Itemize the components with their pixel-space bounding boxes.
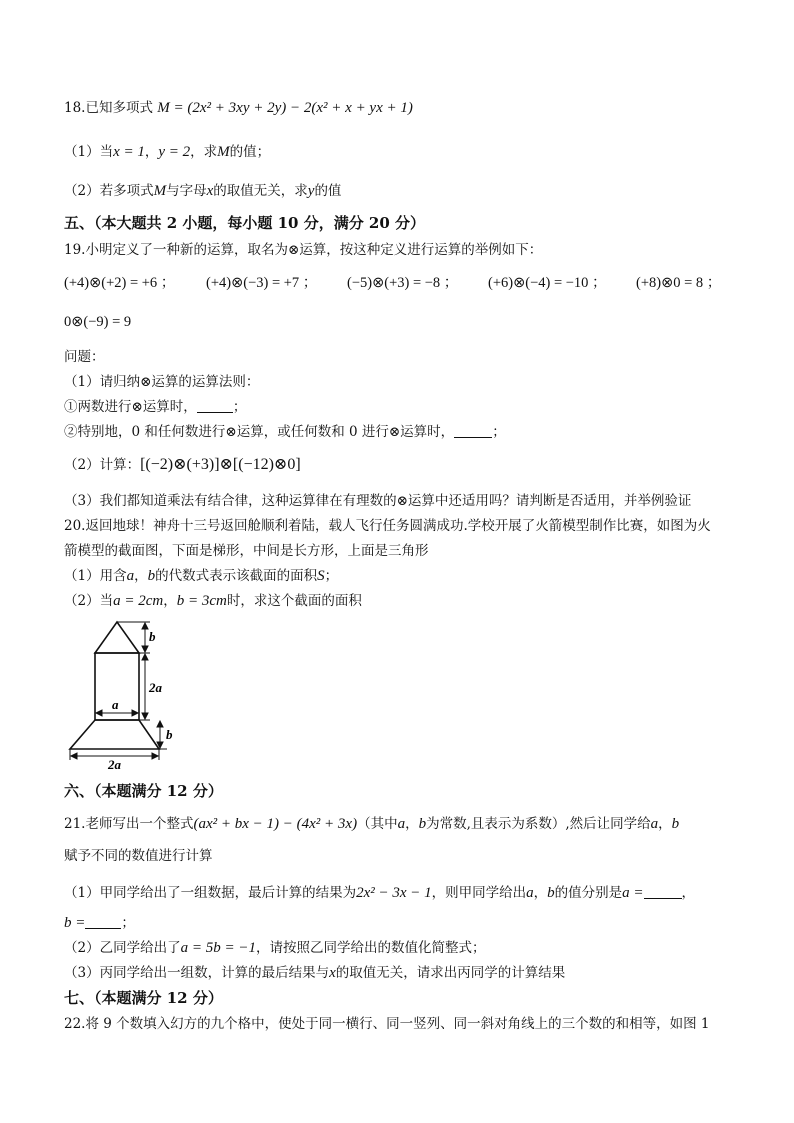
figure-label-a: a bbox=[112, 697, 119, 712]
trapezoid-shape bbox=[70, 720, 159, 749]
q19-example-3: (−5)⊗(+3) = −8 ； bbox=[347, 275, 459, 291]
q18-part1: （1）当x = 1，y = 2，求M的值； bbox=[64, 144, 271, 160]
figure-label-2a-middle: 2a bbox=[149, 680, 162, 695]
q19-example-5: (+8)⊗0 = 8 ； bbox=[636, 275, 722, 291]
answer-blank bbox=[197, 398, 233, 413]
section-5-title: 五、（本大题共 2 小题，每小题 10 分，满分 20 分） bbox=[64, 214, 426, 232]
figure-label-2a-bottom: 2a bbox=[108, 757, 121, 772]
q18-stem: 18.已知多项式 M = (2x² + 3xy + 2y) − 2(x² + x + yx + 1) bbox=[64, 100, 413, 116]
q19-example-1: (+4)⊗(+2) = +6 ； bbox=[64, 275, 176, 291]
section-6-title: 六、（本题满分 12 分） bbox=[64, 782, 223, 800]
figure-label-b-top: b bbox=[149, 629, 156, 644]
q21-expression: (ax² + bx − 1) − (4x² + 3x) bbox=[193, 816, 358, 832]
q20-stem-line2: 箭模型的截面图，下面是梯形，中间是长方形，上面是三角形 bbox=[64, 543, 429, 559]
q19-example-4: (+6)⊗(−4) = −10 ； bbox=[488, 275, 607, 291]
q19-problem-label: 问题： bbox=[64, 349, 105, 365]
q19-part2: （2）计算：[(−2)⊗(+3)]⊗[(−12)⊗0] bbox=[64, 456, 301, 473]
q19-example-2: (+4)⊗(−3) = +7 ； bbox=[206, 275, 318, 291]
q21-part2: （2）乙同学给出了a = 5b = −1，请按照乙同学给出的数值化简整式； bbox=[64, 940, 486, 956]
section-7-title: 七、（本题满分 12 分） bbox=[64, 989, 223, 1007]
q19-part1-rule1: ①两数进行⊗运算时， ； bbox=[64, 399, 247, 415]
q20-part1: （1）用含a，b的代数式表示该截面的面积S； bbox=[64, 568, 339, 584]
answer-blank bbox=[85, 914, 121, 929]
q20-part2: （2）当a = 2cm，b = 3cm时，求这个截面的面积 bbox=[64, 593, 362, 609]
triangle-shape bbox=[95, 622, 139, 653]
q21-part3: （3）丙同学给出一组数，计算的最后结果与x的取值无关，请求出丙同学的计算结果 bbox=[64, 965, 566, 981]
q21-part1: （1）甲同学给出了一组数据，最后计算的结果为2x² − 3x − 1，则甲同学给出a，b的值分别是a = ， bbox=[64, 885, 696, 901]
q20-stem-line1: 20.返回地球！神舟十三号返回舱顺利着陆，载人飞行任务圆满成功.学校开展了火箭模型制作比赛，如图为火 bbox=[64, 518, 711, 534]
figure-label-b-bottom: b bbox=[166, 727, 173, 742]
q19-part2-expression: [(−2)⊗(+3)]⊗[(−12)⊗0] bbox=[140, 456, 301, 473]
answer-blank bbox=[454, 423, 492, 438]
q22-stem-line1: 22.将 9 个数填入幻方的九个格中，使处于同一横行、同一竖列、同一斜对角线上的三个数的和相等，如图 1 bbox=[64, 1016, 710, 1032]
q19-part1-rule2: ②特别地，0 和任何数进行⊗运算，或任何数和 0 进行⊗运算时， ； bbox=[64, 424, 506, 440]
q21-stem-line1: 21.老师写出一个整式(ax² + bx − 1) − (4x² + 3x)（其中a，b为常数,且表示为系数）,然后让同学给a，b bbox=[64, 816, 680, 832]
q21-part1-b: b = ； bbox=[64, 915, 135, 931]
q19-part1: （1）请归纳⊗运算的运算法则： bbox=[64, 374, 260, 390]
q18-expression: M = (2x² + 3xy + 2y) − 2(x² + x + yx + 1) bbox=[157, 100, 413, 116]
q19-part3: （3）我们都知道乘法有结合律，这种运算律在有理数的⊗运算中还适用吗？请判断是否适用，并举例验证 bbox=[64, 493, 692, 509]
rocket-cross-section-figure bbox=[60, 618, 190, 773]
q21-stem-line2: 赋予不同的数值进行计算 bbox=[64, 848, 213, 864]
q19-stem: 19.小明定义了一种新的运算，取名为⊗运算，按这种定义进行运算的举例如下： bbox=[64, 242, 543, 258]
q19-example-6: 0⊗(−9) = 9 bbox=[64, 314, 132, 330]
q18-part2: （2）若多项式M与字母x的取值无关，求y的值 bbox=[64, 183, 342, 199]
answer-blank bbox=[644, 884, 682, 899]
